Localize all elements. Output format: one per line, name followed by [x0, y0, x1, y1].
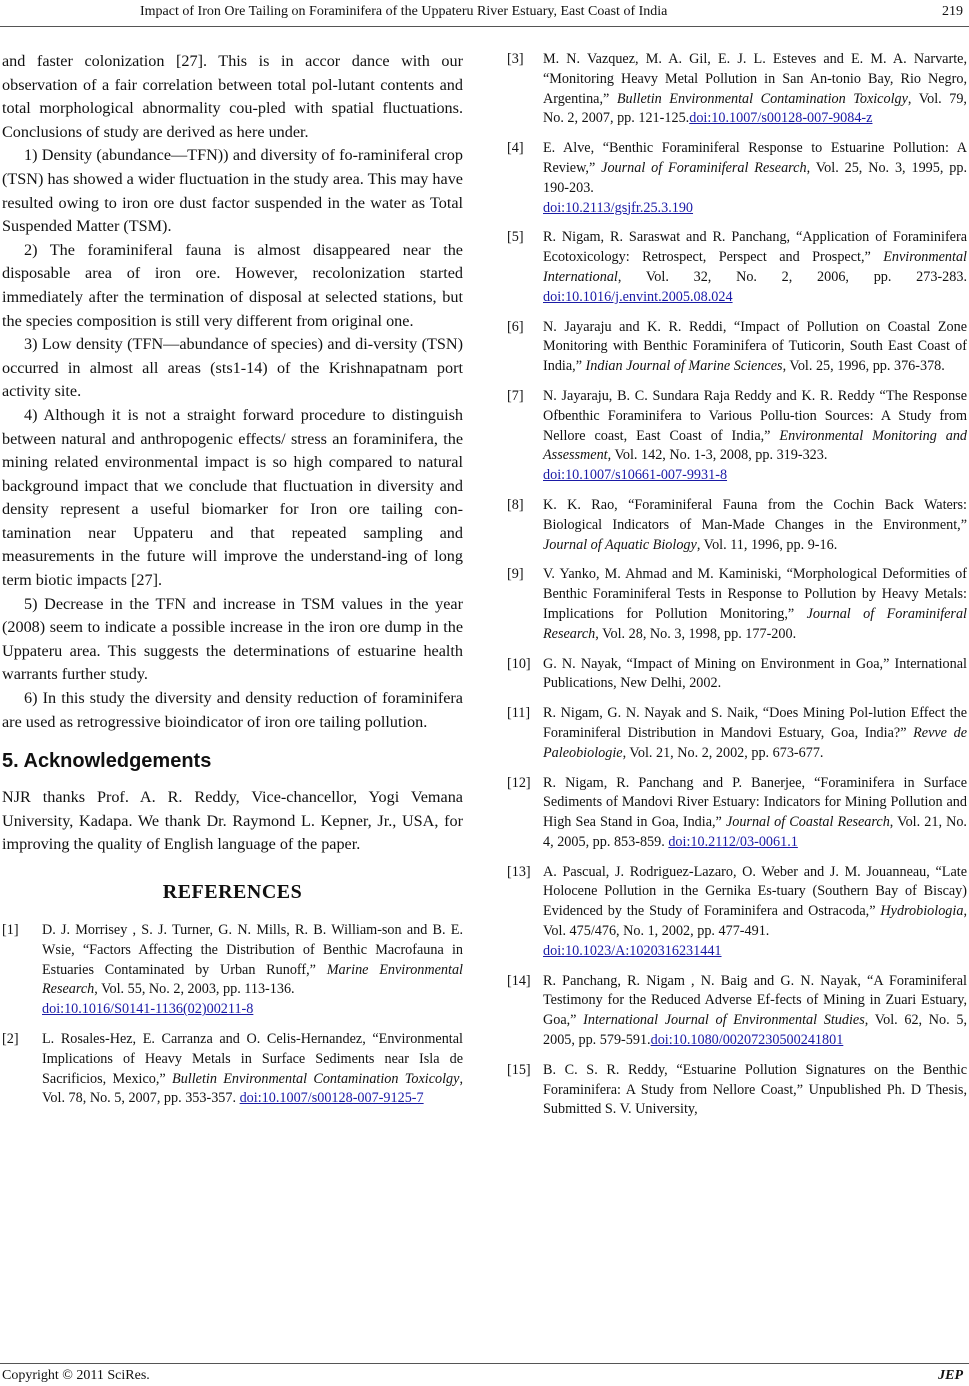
reference-text: D. J. Morrisey , S. J. Turner, G. N. Mills, R. B. William-son and B. E. Wsie, “Factors Affecting the Distribution of Benthic Macrofauna in Estuaries Contaminated by Urban Runoff,”: [42, 922, 463, 978]
reference-number: [9]: [507, 566, 524, 583]
reference-details: , Vol. 55, No. 2, 2003, pp. 113-136.: [94, 981, 295, 998]
doi-link[interactable]: doi:10.1007/s00128-007-9084-z: [689, 110, 873, 127]
reference-journal: Journal of Coastal Research: [725, 814, 890, 831]
doi-link[interactable]: doi:10.1007/s00128-007-9125-7: [239, 1090, 424, 1107]
reference-journal: Environmental International: [543, 249, 967, 285]
running-header: [0, 0, 969, 24]
conclusion-point-4: 4) Although it is not a straight forward procedure to distinguish between natural and anthropogenic effects/ stress an foraminifera, the mining related environmental impact is so high compared to natural background impact that we conclude that fluctuation in diversity and density represent a useful biomarker for Iron ore tailing con-tamination near Uppateru and that repeated sampling and measurements in the future will improve the understand-ing of long term biotic impacts [27].: [2, 405, 463, 590]
reference-journal: Journal of Foraminiferal Research: [543, 605, 967, 642]
reference-details: , Vol. 79, No. 2, 2007, pp. 121-125.: [543, 90, 967, 127]
reference-journal: Bulletin Environmental Contamination Toxicolgy: [172, 1070, 460, 1087]
doi-link[interactable]: doi:10.1080/00207230500241801: [650, 1032, 844, 1049]
running-title: Impact of Iron Ore Tailing on Foraminifera of the Uppateru River Estuary, East Coast of India: [140, 4, 668, 19]
right-column: [507, 50, 967, 1130]
reference-item: [507, 387, 967, 486]
page-footer: [0, 1367, 969, 1385]
reference-number: [1]: [2, 922, 19, 938]
reference-journal: International Journal of Environmental Studies: [583, 1012, 865, 1029]
reference-text: L. Rosales-Hez, E. Carranza and O. Celis-Hernandez, “Environmental Implications of Heavy Metals in Surface Sediments near Isla de Sacrificios, Mexico,”: [42, 1030, 463, 1087]
reference-text: M. N. Vazquez, M. A. Gil, E. J. L. Esteves and E. M. A. Narvarte, “Monitoring Heavy Metal Pollution in San An-tonio Bay, Rio Negro, Argentina,”: [543, 51, 967, 107]
reference-details: , Vol. 25, No. 3, 1995, pp. 190-203.: [543, 159, 967, 196]
reference-text: N. Jayaraju and K. R. Reddi, “Impact of Pollution on Coastal Zone Monitoring with Benthic Foraminifera of Tuticorin, South East Coast of India,”: [543, 318, 967, 375]
reference-number: [4]: [507, 140, 524, 157]
reference-details: , Vol. 32, No. 2, 2006, pp. 273-283.: [617, 268, 967, 285]
reference-number: [13]: [507, 863, 531, 880]
reference-number: [15]: [507, 1061, 531, 1078]
doi-link[interactable]: doi:10.2113/gsjfr.25.3.190: [543, 199, 694, 216]
page-number: 219: [942, 4, 963, 19]
reference-text: R. Nigam, G. N. Nayak and S. Naik, “Does Mining Pol-lution Effect the Foraminiferal Distribution in Mandovi Estuary, Goa, India?”: [543, 705, 967, 741]
footer-rule: [0, 1363, 969, 1364]
doi-link[interactable]: doi:10.1016/S0141-1136(02)00211-8: [42, 1001, 254, 1018]
reference-text: R. Nigam, R. Panchang and P. Banerjee, “Foraminifera in Surface Sediments of Mandovi River Estuary: Indicators for Mining Pollution and High Sea Stand in Goa, India,”: [543, 774, 967, 831]
reference-number: [11]: [507, 705, 531, 722]
reference-item: [507, 139, 967, 218]
conclusion-point-5: 5) Decrease in the TFN and increase in TSM values in the year (2008) seem to indicate a possible increase in the iron ore dump in the Uppateru area. This suggests the determinations of estuarine health warrants further study.: [2, 594, 463, 684]
reference-journal: Bulletin Environmental Contamination Toxicolgy: [616, 90, 908, 107]
reference-item: [507, 565, 967, 644]
copyright-notice: Copyright © 2011 SciRes.: [2, 1368, 150, 1383]
reference-journal: Journal of Aquatic Biology: [543, 536, 697, 553]
reference-number: [7]: [507, 387, 524, 404]
reference-text: A. Pascual, J. Rodriguez-Lazaro, O. Weber and J. M. Jouanneau, “Late Holocene Pollution in the Gernika Es-tuary (Southern Bay of Biscay) Evidenced by the Study of Foraminifera and Ostracoda,”: [543, 863, 967, 920]
reference-item: [507, 1061, 967, 1120]
left-column: [2, 50, 463, 1119]
reference-number: [5]: [507, 229, 524, 246]
reference-text: K. K. Rao, “Foraminiferal Fauna from the Cochin Back Waters: Biological Indicators of Man-Made Changes in the Environment,”: [543, 496, 967, 533]
reference-item: [507, 863, 967, 962]
reference-number: [10]: [507, 655, 531, 672]
reference-item: [2, 921, 463, 1020]
reference-journal: Environmental Monitoring and Assessment: [543, 427, 968, 464]
reference-details: , Vol. 11, 1996, pp. 9-16.: [696, 536, 838, 553]
acknowledgements-heading: 5. Acknowledgements: [2, 750, 212, 773]
acknowledgements-text: NJR thanks Prof. A. R. Reddy, Vice-chancellor, Yogi Vemana University, Kadapa. We thank Dr. Raymond L. Kepner, Jr., USA, for improving the quality of English language of the paper.: [2, 788, 463, 854]
reference-number: [6]: [507, 318, 524, 335]
reference-details: , Vol. 25, 1996, pp. 376-378.: [782, 358, 945, 375]
reference-text: V. Yanko, M. Ahmad and M. Kaminiski, “Morphological Deformities of Benthic Foraminiferal Tests in Response to Pollution by Heavy Metals: Implications for Pollution Monitoring,”: [543, 566, 967, 622]
reference-item: [2, 1030, 463, 1109]
reference-journal: Revve de Paleobiologie: [543, 724, 967, 761]
conclusion-paragraph: and faster colonization [27]. This is in accor dance with our observation of a fair correlation between total pol-lutant contents and total morphological abnormality cou-pled with spatial fluctuations. Conclusions of study are derived as here under.: [2, 52, 463, 141]
reference-text: R. Panchang, R. Nigam , N. Baig and G. N. Nayak, “A Foraminiferal Testimony for the Reduced Adverse Ef-fects of Mining in Zuari Estuary, Goa,”: [543, 972, 967, 1029]
reference-details: , Vol. 475/476, No. 1, 2002, pp. 477-491.: [543, 903, 967, 940]
reference-number: [3]: [507, 51, 524, 67]
reference-item: [507, 704, 967, 763]
reference-item: [507, 228, 967, 307]
reference-journal: Journal of Foraminiferal Research: [601, 159, 807, 176]
reference-journal: Marine Environmental Research: [42, 961, 463, 998]
reference-item: [507, 972, 967, 1051]
conclusion-point-3: 3) Low density (TFN—abundance of species) and di-versity (TSN) occurred in almost all areas (sts1-14) of the Krishnapatnam port activity site.: [2, 335, 463, 401]
reference-text: G. N. Nayak, “Impact of Mining on Environment in Goa,” International Publications, New Delhi, 2002.: [543, 655, 967, 692]
reference-details: , Vol. 78, No. 5, 2007, pp. 353-357.: [42, 1070, 463, 1107]
doi-link[interactable]: doi:10.1023/A:1020316231441: [543, 942, 722, 959]
reference-text: E. Alve, “Benthic Foraminiferal Response to Estuarine Pollution: A Review,”: [543, 140, 967, 176]
doi-link[interactable]: doi:10.2112/03-0061.1: [668, 833, 798, 850]
reference-item: [507, 655, 967, 695]
doi-link[interactable]: doi:10.1016/j.envint.2005.08.024: [543, 288, 733, 305]
reference-number: [2]: [2, 1030, 19, 1047]
reference-journal: Indian Journal of Marine Sciences: [585, 358, 783, 375]
journal-abbreviation: JEP: [938, 1368, 963, 1383]
reference-details: , Vol. 28, No. 3, 1998, pp. 177-200.: [595, 625, 797, 642]
reference-number: [12]: [507, 774, 531, 791]
doi-link[interactable]: doi:10.1007/s10661-007-9931-8: [543, 467, 728, 484]
reference-journal: Hydrobiologia: [880, 903, 964, 920]
reference-item: [507, 318, 967, 377]
reference-details: , Vol. 142, No. 1-3, 2008, pp. 319-323.: [607, 447, 828, 464]
conclusion-point-1: 1) Density (abundance—TFN)) and diversity of fo-raminiferal crop (TSN) has showed a wider fluctuation in the study area. This may have resulted owing to iron ore dust factor suspended in the water as Total Suspended Matter (TSM).: [2, 146, 463, 236]
references-heading: REFERENCES: [162, 881, 303, 903]
reference-details: , Vol. 21, No. 2, 2002, pp. 673-677.: [622, 744, 824, 761]
reference-item: [507, 50, 967, 129]
reference-number: [8]: [507, 496, 524, 513]
reference-number: [14]: [507, 972, 531, 989]
reference-details: , Vol. 21, No. 4, 2005, pp. 853-859.: [543, 814, 967, 850]
reference-item: [507, 774, 967, 853]
conclusion-point-6: 6) In this study the diversity and density reduction of foraminifera are used as retrogressive bioindicator of iron ore tailing pollution.: [2, 689, 463, 731]
reference-item: [507, 496, 967, 555]
reference-text: R. Nigam, R. Saraswat and R. Panchang, “Application of Foraminifera Ecotoxicology: Retrospect, Perspect and Prospect,”: [543, 229, 967, 266]
reference-details: , Vol. 62, No. 5, 2005, pp. 579-591.: [543, 1012, 967, 1049]
reference-text: B. C. S. R. Reddy, “Estuarine Pollution Signatures on the Benthic Foraminifera: A Study from Nellore Coast,” Unpublished Ph. D Thesis, Submitted S. V. University,: [543, 1061, 967, 1118]
reference-text: N. Jayaraju, B. C. Sundara Raja Reddy and K. R. Reddy “The Response Ofbenthic Foraminifera to Various Pollu-tion Sources: A Study from Nellore coast, East Coast of India,”: [543, 387, 967, 444]
header-rule: [0, 26, 969, 27]
conclusion-point-2: 2) The foraminiferal fauna is almost disappeared near the disposable area of iron ore. However, recolonization started immediately after the termination of disposal at selected stations, but the species composition is still very different from original one.: [2, 240, 463, 330]
